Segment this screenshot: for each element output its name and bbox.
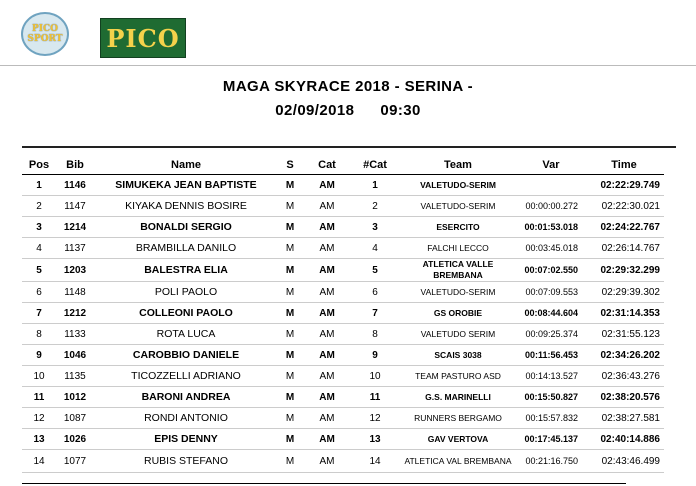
results-body	[22, 175, 664, 473]
cell-bib: 1212	[56, 303, 94, 324]
cell-team: ATLETICA VALLE BREMBANA	[398, 259, 518, 282]
cell-s: M	[278, 217, 302, 238]
cell-time: 02:40:14.886	[584, 429, 664, 450]
cell-s: M	[278, 345, 302, 366]
cell-pos: 10	[22, 366, 56, 387]
cell-bib: 1146	[56, 175, 94, 196]
column-header: Pos	[22, 156, 56, 175]
cell-bib: 1214	[56, 217, 94, 238]
cell-name: COLLEONI PAOLO	[94, 303, 278, 324]
cell-bib: 1135	[56, 366, 94, 387]
column-header: Cat	[302, 156, 352, 175]
cell-cat: AM	[302, 450, 352, 473]
cell-time: 02:43:46.499	[584, 450, 664, 473]
cell-var: 00:17:45.137	[518, 429, 584, 450]
table-row	[22, 450, 664, 473]
cell-var: 00:08:44.604	[518, 303, 584, 324]
cell-var: 00:09:25.374	[518, 324, 584, 345]
race-title: MAGA SKYRACE 2018 - SERINA -	[222, 78, 474, 95]
cell-cat: AM	[302, 217, 352, 238]
cell-s: M	[278, 408, 302, 429]
table-row	[22, 303, 664, 324]
cell-time: 02:22:29.749	[584, 175, 664, 196]
cell-team: VALETUDO-SERIM	[398, 282, 518, 303]
cell-bib: 1148	[56, 282, 94, 303]
cell-cat: AM	[302, 387, 352, 408]
cell-cat: AM	[302, 259, 352, 282]
header-divider	[0, 65, 696, 66]
table-row	[22, 196, 664, 217]
cell-name: KIYAKA DENNIS BOSIRE	[94, 196, 278, 217]
cell-time: 02:22:30.021	[584, 196, 664, 217]
cell-ncat: 12	[352, 408, 398, 429]
cell-s: M	[278, 387, 302, 408]
cell-cat: AM	[302, 366, 352, 387]
race-datetime	[0, 102, 696, 119]
cell-ncat: 5	[352, 259, 398, 282]
cell-pos: 4	[22, 238, 56, 259]
cell-team: ATLETICA VAL BREMBANA	[398, 450, 518, 473]
cell-var: 00:15:57.832	[518, 408, 584, 429]
cell-name: ROTA LUCA	[94, 324, 278, 345]
cell-name: EPIS DENNY	[94, 429, 278, 450]
column-header: Bib	[56, 156, 94, 175]
table-row	[22, 282, 664, 303]
results-table	[22, 156, 664, 473]
cell-s: M	[278, 175, 302, 196]
table-row	[22, 387, 664, 408]
cell-bib: 1026	[56, 429, 94, 450]
cell-ncat: 7	[352, 303, 398, 324]
cell-name: RONDI ANTONIO	[94, 408, 278, 429]
cell-bib: 1046	[56, 345, 94, 366]
cell-s: M	[278, 196, 302, 217]
cell-team: VALETUDO-SERIM	[398, 175, 518, 196]
cell-ncat: 6	[352, 282, 398, 303]
cell-cat: AM	[302, 175, 352, 196]
cell-s: M	[278, 238, 302, 259]
cell-time: 02:34:26.202	[584, 345, 664, 366]
cell-team: VALETUDO SERIM	[398, 324, 518, 345]
cell-var: 00:15:50.827	[518, 387, 584, 408]
cell-time: 02:38:20.576	[584, 387, 664, 408]
cell-time: 02:31:14.353	[584, 303, 664, 324]
race-time: 09:30	[380, 102, 421, 119]
cell-ncat: 4	[352, 238, 398, 259]
cell-team: GAV VERTOVA	[398, 429, 518, 450]
cell-cat: AM	[302, 324, 352, 345]
cell-pos: 11	[22, 387, 56, 408]
pico-logo	[100, 18, 186, 58]
cell-time: 02:36:43.276	[584, 366, 664, 387]
cell-pos: 13	[22, 429, 56, 450]
table-row	[22, 217, 664, 238]
cell-var: 00:07:09.553	[518, 282, 584, 303]
cell-cat: AM	[302, 238, 352, 259]
cell-pos: 5	[22, 259, 56, 282]
cell-team: TEAM PASTURO ASD	[398, 366, 518, 387]
cell-team: SCAIS 3038	[398, 345, 518, 366]
cell-time: 02:29:32.299	[584, 259, 664, 282]
table-row	[22, 238, 664, 259]
cell-var	[518, 175, 584, 196]
cell-var: 00:01:53.018	[518, 217, 584, 238]
cell-s: M	[278, 282, 302, 303]
cell-name: TICOZZELLI ADRIANO	[94, 366, 278, 387]
cell-team: ESERCITO	[398, 217, 518, 238]
cell-cat: AM	[302, 429, 352, 450]
table-row	[22, 324, 664, 345]
cell-name: BALESTRA ELIA	[94, 259, 278, 282]
cell-s: M	[278, 366, 302, 387]
table-row	[22, 429, 664, 450]
cell-time: 02:29:39.302	[584, 282, 664, 303]
table-row	[22, 175, 664, 196]
cell-team: RUNNERS BERGAMO	[398, 408, 518, 429]
cell-s: M	[278, 450, 302, 473]
cell-name: BRAMBILLA DANILO	[94, 238, 278, 259]
cell-var: 00:11:56.453	[518, 345, 584, 366]
table-row	[22, 259, 664, 282]
column-header: Team	[398, 156, 518, 175]
cell-pos: 12	[22, 408, 56, 429]
cell-team: FALCHI LECCO	[398, 238, 518, 259]
cell-pos: 7	[22, 303, 56, 324]
cell-name: BARONI ANDREA	[94, 387, 278, 408]
cell-ncat: 1	[352, 175, 398, 196]
cell-team: GS OROBIE	[398, 303, 518, 324]
cell-bib: 1012	[56, 387, 94, 408]
column-header: #Cat	[352, 156, 398, 175]
column-header: Time	[584, 156, 664, 175]
cell-pos: 9	[22, 345, 56, 366]
cell-pos: 8	[22, 324, 56, 345]
cell-pos: 3	[22, 217, 56, 238]
cell-pos: 1	[22, 175, 56, 196]
cell-var: 00:07:02.550	[518, 259, 584, 282]
cell-name: BONALDI SERGIO	[94, 217, 278, 238]
column-header: Name	[94, 156, 278, 175]
logo-text-line2: SPORT	[27, 34, 63, 44]
cell-team: VALETUDO-SERIM	[398, 196, 518, 217]
clipped-next-row	[22, 481, 626, 486]
cell-ncat: 3	[352, 217, 398, 238]
cell-pos: 2	[22, 196, 56, 217]
cell-ncat: 2	[352, 196, 398, 217]
cell-ncat: 8	[352, 324, 398, 345]
cell-bib: 1147	[56, 196, 94, 217]
cell-bib: 1203	[56, 259, 94, 282]
cell-cat: AM	[302, 196, 352, 217]
cell-name: CAROBBIO DANIELE	[94, 345, 278, 366]
race-date: 02/09/2018	[275, 102, 355, 119]
table-row	[22, 366, 664, 387]
cell-var: 00:00:00.272	[518, 196, 584, 217]
cell-pos: 14	[22, 450, 56, 473]
cell-s: M	[278, 429, 302, 450]
cell-ncat: 9	[352, 345, 398, 366]
cell-name: POLI PAOLO	[94, 282, 278, 303]
cell-cat: AM	[302, 345, 352, 366]
cell-name: RUBIS STEFANO	[94, 450, 278, 473]
cell-ncat: 11	[352, 387, 398, 408]
cell-bib: 1077	[56, 450, 94, 473]
pico-sport-logo	[21, 12, 69, 56]
pico-logo-text: PICO	[106, 23, 180, 53]
cell-time: 02:26:14.767	[584, 238, 664, 259]
cell-bib: 1133	[56, 324, 94, 345]
cell-name: SIMUKEKA JEAN BAPTISTE	[94, 175, 278, 196]
cell-var: 00:21:16.750	[518, 450, 584, 473]
cell-var: 00:14:13.527	[518, 366, 584, 387]
cell-bib: 1087	[56, 408, 94, 429]
table-row	[22, 345, 664, 366]
cell-ncat: 13	[352, 429, 398, 450]
cell-var: 00:03:45.018	[518, 238, 584, 259]
cell-cat: AM	[302, 303, 352, 324]
cell-bib: 1137	[56, 238, 94, 259]
column-header: S	[278, 156, 302, 175]
table-row	[22, 408, 664, 429]
cell-team: G.S. MARINELLI	[398, 387, 518, 408]
cell-s: M	[278, 324, 302, 345]
cell-ncat: 10	[352, 366, 398, 387]
column-header: Var	[518, 156, 584, 175]
header-row	[22, 156, 664, 175]
cell-pos: 6	[22, 282, 56, 303]
title-divider	[22, 146, 676, 148]
cell-time: 02:38:27.581	[584, 408, 664, 429]
cell-ncat: 14	[352, 450, 398, 473]
cell-s: M	[278, 259, 302, 282]
cell-cat: AM	[302, 282, 352, 303]
cell-cat: AM	[302, 408, 352, 429]
cell-time: 02:24:22.767	[584, 217, 664, 238]
logo-text-line1: PICO	[32, 24, 58, 34]
cell-s: M	[278, 303, 302, 324]
cell-time: 02:31:55.123	[584, 324, 664, 345]
